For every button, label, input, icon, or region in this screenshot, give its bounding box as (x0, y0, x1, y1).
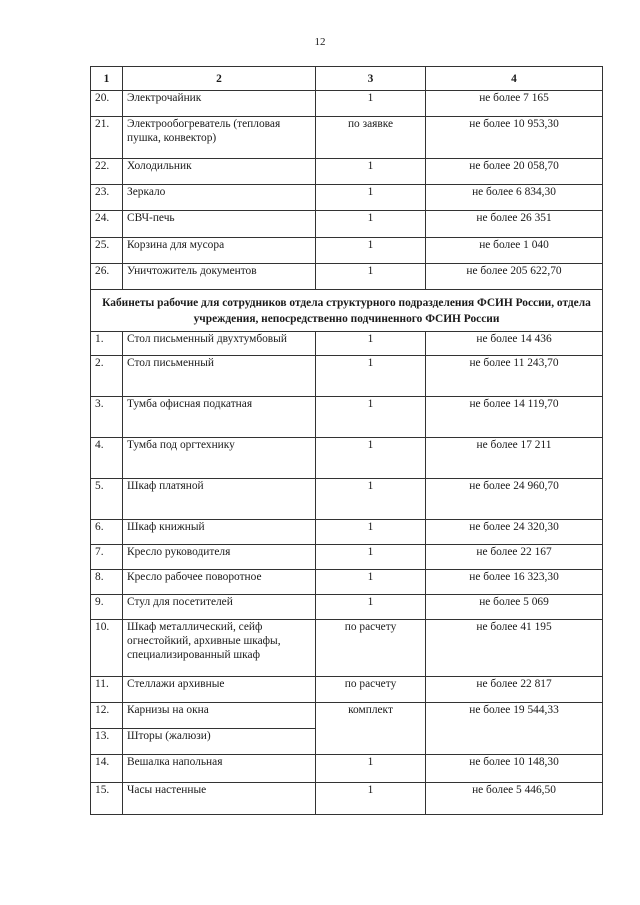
row-number: 20. (91, 91, 123, 117)
table-row (91, 159, 603, 185)
item-quantity: 1 (316, 238, 426, 264)
item-price: не более 205 622,70 (426, 264, 603, 290)
table-row (91, 545, 603, 570)
row-number: 7. (91, 545, 123, 570)
item-name: Корзина для мусора (123, 238, 316, 264)
item-quantity: 1 (316, 755, 426, 783)
item-quantity: 1 (316, 397, 426, 438)
table-row (91, 438, 603, 479)
item-price: не более 19 544,33 (426, 703, 603, 755)
item-quantity: 1 (316, 520, 426, 545)
header-cell-1: 1 (91, 67, 123, 91)
item-name: Стол письменный двухтумбовый (123, 332, 316, 356)
row-number: 15. (91, 783, 123, 815)
header-cell-4: 4 (426, 67, 603, 91)
table-row (91, 570, 603, 595)
item-price: не более 22 167 (426, 545, 603, 570)
table-row (91, 703, 603, 729)
table-row (91, 479, 603, 520)
item-price: не более 10 148,30 (426, 755, 603, 783)
item-quantity: по заявке (316, 117, 426, 159)
item-quantity: 1 (316, 332, 426, 356)
item-price: не более 5 069 (426, 595, 603, 620)
item-price: не более 6 834,30 (426, 185, 603, 211)
row-number: 6. (91, 520, 123, 545)
item-name: Шкаф платяной (123, 479, 316, 520)
item-price: не более 17 211 (426, 438, 603, 479)
item-quantity: 1 (316, 264, 426, 290)
row-number: 3. (91, 397, 123, 438)
item-price: не более 24 960,70 (426, 479, 603, 520)
row-number: 1. (91, 332, 123, 356)
item-price: не более 7 165 (426, 91, 603, 117)
item-quantity: по расчету (316, 677, 426, 703)
section-title: Кабинеты рабочие для сотрудников отдела структурного подразделения ФСИН России, отдела учреждения, непосредственно подчиненного ФСИН России (91, 290, 603, 332)
row-number: 4. (91, 438, 123, 479)
table-row (91, 620, 603, 677)
item-name: Тумба под оргтехнику (123, 438, 316, 479)
row-number: 23. (91, 185, 123, 211)
row-number: 14. (91, 755, 123, 783)
table-row (91, 264, 603, 290)
row-number: 11. (91, 677, 123, 703)
item-quantity: 1 (316, 783, 426, 815)
table-row (91, 677, 603, 703)
table-header-row (91, 67, 603, 91)
item-price: не более 26 351 (426, 211, 603, 238)
item-name: Стул для посетителей (123, 595, 316, 620)
item-price: не более 22 817 (426, 677, 603, 703)
item-quantity: 1 (316, 185, 426, 211)
table-row (91, 332, 603, 356)
table-row (91, 783, 603, 815)
item-quantity: 1 (316, 438, 426, 479)
item-quantity: 1 (316, 479, 426, 520)
item-name: Карнизы на окна (123, 703, 316, 729)
item-price: не более 14 436 (426, 332, 603, 356)
row-number: 25. (91, 238, 123, 264)
item-quantity: 1 (316, 570, 426, 595)
item-quantity: 1 (316, 91, 426, 117)
item-name: Кресло руководителя (123, 545, 316, 570)
item-name: Электрочайник (123, 91, 316, 117)
row-number: 21. (91, 117, 123, 159)
item-quantity: 1 (316, 545, 426, 570)
item-price: не более 24 320,30 (426, 520, 603, 545)
item-name: Электрообогреватель (тепловая пушка, конвектор) (123, 117, 316, 159)
item-price: не более 11 243,70 (426, 356, 603, 397)
row-number: 5. (91, 479, 123, 520)
row-number: 8. (91, 570, 123, 595)
row-number: 22. (91, 159, 123, 185)
row-number: 13. (91, 729, 123, 755)
item-name: Кресло рабочее поворотное (123, 570, 316, 595)
row-number: 2. (91, 356, 123, 397)
item-price: не более 1 040 (426, 238, 603, 264)
table-row (91, 238, 603, 264)
header-cell-2: 2 (123, 67, 316, 91)
item-name: Стеллажи архивные (123, 677, 316, 703)
item-price: не более 41 195 (426, 620, 603, 677)
item-name: Зеркало (123, 185, 316, 211)
item-name: Вешалка напольная (123, 755, 316, 783)
row-number: 9. (91, 595, 123, 620)
item-price: не более 10 953,30 (426, 117, 603, 159)
item-quantity: по расчету (316, 620, 426, 677)
item-price: не более 16 323,30 (426, 570, 603, 595)
item-price: не более 14 119,70 (426, 397, 603, 438)
row-number: 24. (91, 211, 123, 238)
table-row (91, 117, 603, 159)
item-name: Холодильник (123, 159, 316, 185)
item-price: не более 20 058,70 (426, 159, 603, 185)
item-name: Уничтожитель документов (123, 264, 316, 290)
item-name: Шкаф металлический, сейф огнестойкий, архивные шкафы, специализированный шкаф (123, 620, 316, 677)
table-row (91, 397, 603, 438)
header-cell-3: 3 (316, 67, 426, 91)
table-row (91, 211, 603, 238)
table-row (91, 91, 603, 117)
table-row (91, 520, 603, 545)
item-name: Тумба офисная подкатная (123, 397, 316, 438)
item-name: Часы настенные (123, 783, 316, 815)
section-header-row (91, 290, 603, 332)
table-row (91, 595, 603, 620)
row-number: 12. (91, 703, 123, 729)
item-quantity: 1 (316, 159, 426, 185)
item-name: Шторы (жалюзи) (123, 729, 316, 755)
table-row (91, 356, 603, 397)
items-table (90, 66, 603, 815)
row-number: 26. (91, 264, 123, 290)
item-quantity: 1 (316, 595, 426, 620)
table-row (91, 185, 603, 211)
item-quantity: комплект (316, 703, 426, 755)
table-row (91, 755, 603, 783)
item-name: Шкаф книжный (123, 520, 316, 545)
item-name: Стол письменный (123, 356, 316, 397)
item-name: СВЧ-печь (123, 211, 316, 238)
item-quantity: 1 (316, 211, 426, 238)
row-number: 10. (91, 620, 123, 677)
page-number: 12 (314, 36, 326, 48)
item-quantity: 1 (316, 356, 426, 397)
item-price: не более 5 446,50 (426, 783, 603, 815)
